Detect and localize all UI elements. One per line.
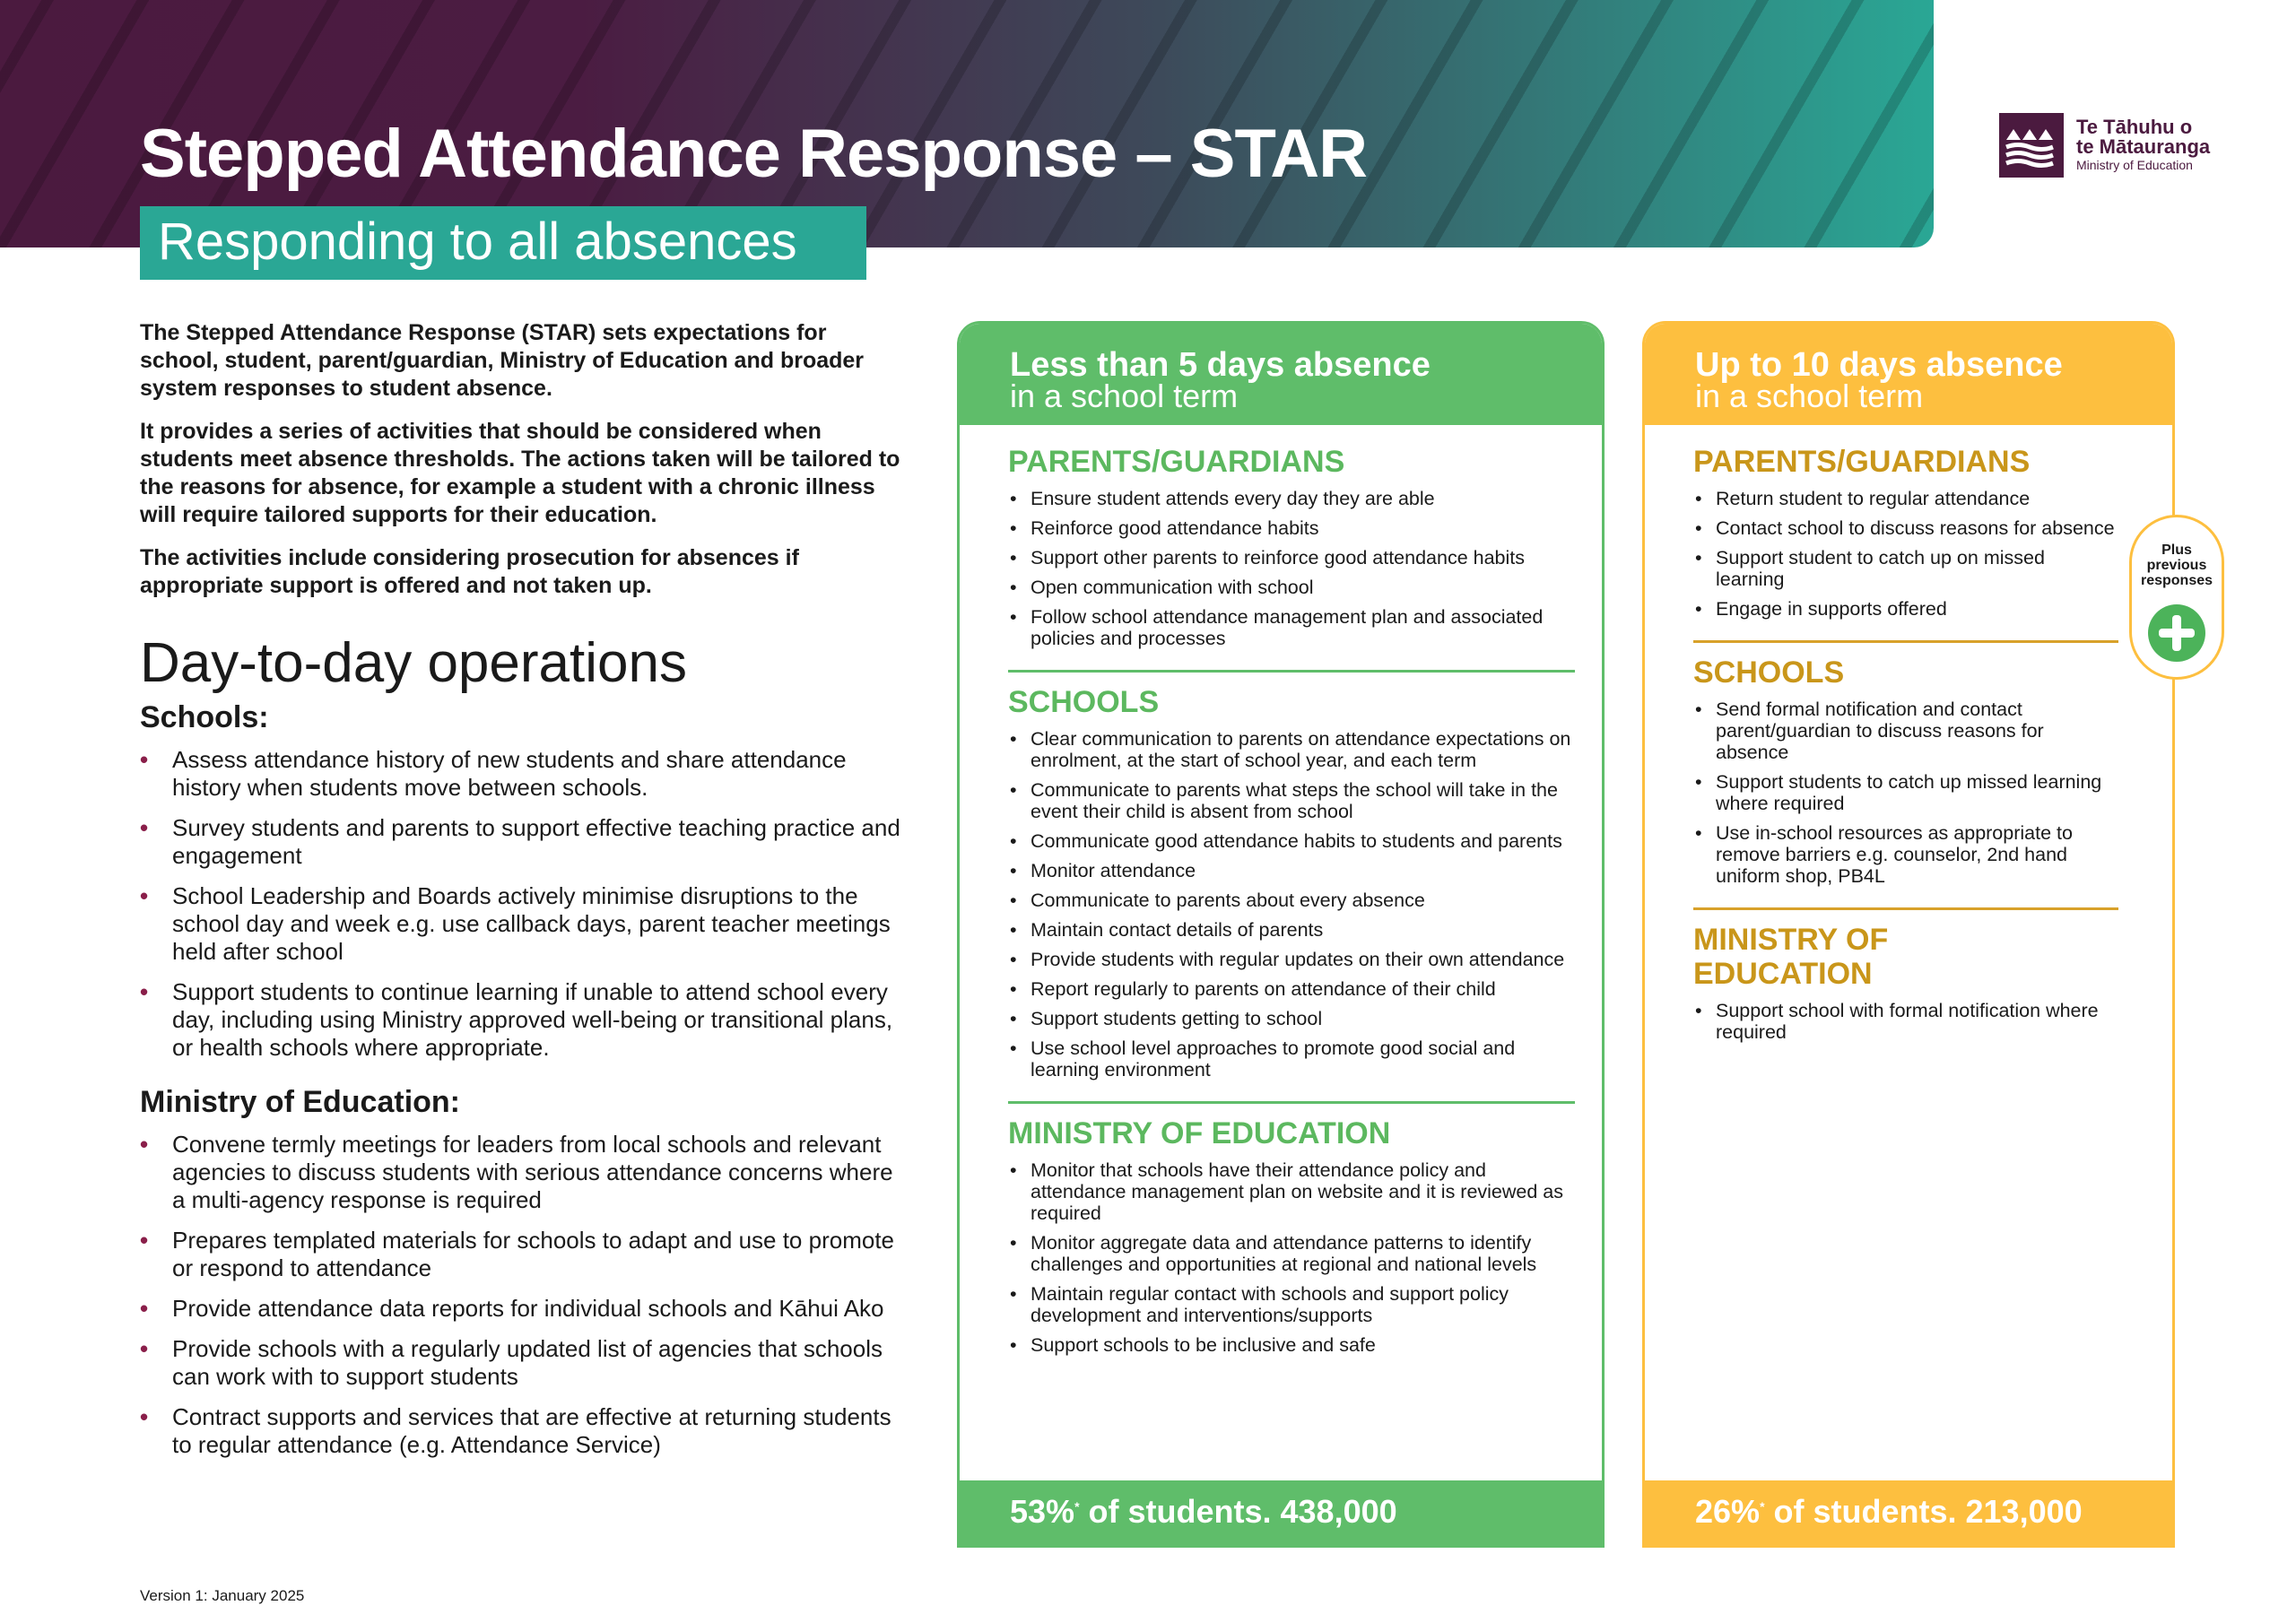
- list-item: • Communicate to parents about every absence: [1008, 890, 1575, 911]
- parents-section: [1008, 445, 1575, 673]
- ministry-section: [1008, 1116, 1575, 1376]
- section-heading: SCHOOLS: [1693, 655, 1845, 690]
- intro-paragraph: It provides a series of activities that should be considered when students meet absence thresholds. The actions taken will be tailored to the reasons for absence, for example a student with a chronic illness will require tailored supports for their education.: [140, 419, 900, 527]
- plus-previous-responses-badge: [2129, 515, 2224, 680]
- card-body: [1645, 425, 2172, 1063]
- plus-circle-icon: [2148, 604, 2205, 662]
- list-item: • Reinforce good attendance habits: [1008, 517, 1575, 539]
- intro-paragraph: The Stepped Attendance Response (STAR) sets expectations for school, student, parent/guardian, Ministry of Education and broader system responses to student absence.: [140, 320, 865, 401]
- section-list: [1693, 1000, 2118, 1043]
- schools-heading: Schools:: [140, 700, 269, 734]
- section-heading: PARENTS/GUARDIANS: [1008, 445, 1345, 479]
- card-header: [960, 324, 1602, 425]
- card-subtitle: in a school term: [1695, 378, 1924, 414]
- page-subtitle: Responding to all absences: [140, 206, 866, 280]
- schools-section: [1693, 655, 2118, 910]
- parents-section: [1693, 445, 2118, 643]
- list-item: • Use school level approaches to promote good social and learning environment: [1008, 1037, 1575, 1081]
- ministry-logo: Te Tāhuhu o te Mātauranga Ministry of Education: [1999, 113, 2210, 178]
- ministry-heading: Ministry of Education:: [140, 1085, 460, 1119]
- mountains-waves-icon: [1999, 113, 2064, 178]
- card-footer-stat: 53%* of students. 438,000: [960, 1480, 1602, 1545]
- list-item: • Prepares templated materials for schools to adapt and use to promote or respond to attendance: [140, 1227, 902, 1282]
- list-item: • Support students to continue learning if unable to attend school every day, including using Ministry approved well-being or transitional plans, or health schools where appropriate.: [140, 978, 902, 1062]
- left-column: [140, 319, 902, 1471]
- list-item: • Assess attendance history of new students and share attendance history when students move between schools.: [140, 746, 902, 802]
- section-list: [1008, 1159, 1575, 1356]
- card-body: [960, 425, 1602, 1376]
- list-item: • Provide schools with a regularly updated list of agencies that schools can work with to support students: [140, 1335, 902, 1391]
- list-item: • Provide attendance data reports for individual schools and Kāhui Ako: [140, 1295, 902, 1323]
- list-item: • Ensure student attends every day they are able: [1008, 488, 1575, 509]
- list-item: • Maintain regular contact with schools and support policy development and interventions/supports: [1008, 1283, 1575, 1326]
- list-item: • Provide students with regular updates on their own attendance: [1008, 949, 1575, 970]
- list-item: • Return student to regular attendance: [1693, 488, 2118, 509]
- list-item: • Monitor that schools have their attendance policy and attendance management plan on website and it is reviewed as required: [1008, 1159, 1575, 1224]
- section-list: [1693, 699, 2118, 887]
- section-list: [1693, 488, 2118, 620]
- schools-section: [1008, 685, 1575, 1104]
- ministry-list: [140, 1131, 902, 1459]
- list-item: • Clear communication to parents on attendance expectations on enrolment, at the start of school year, and each term: [1008, 728, 1575, 771]
- list-item: • Monitor aggregate data and attendance patterns to identify challenges and opportunities at regional and national levels: [1008, 1232, 1575, 1275]
- section-list: [1008, 488, 1575, 649]
- card-title: Up to 10 days absence: [1695, 346, 2063, 384]
- badge-label: Plus previous responses: [2140, 542, 2213, 588]
- list-item: • Send formal notification and contact parent/guardian to discuss reasons for absence: [1693, 699, 2118, 763]
- version-label: Version 1: January 2025: [140, 1587, 305, 1604]
- list-item: • Communicate to parents what steps the school will take in the event their child is absent from school: [1008, 779, 1575, 822]
- list-item: • Contract supports and services that are effective at returning students to regular attendance (e.g. Attendance Service): [140, 1403, 902, 1459]
- list-item: • Support other parents to reinforce good attendance habits: [1008, 547, 1575, 568]
- section-heading: PARENTS/GUARDIANS: [1693, 445, 2031, 479]
- list-item: • Report regularly to parents on attendance of their child: [1008, 978, 1575, 1000]
- list-item: • Contact school to discuss reasons for absence: [1693, 517, 2118, 539]
- list-item: • Support schools to be inclusive and safe: [1008, 1334, 1575, 1356]
- list-item: • Use in-school resources as appropriate to remove barriers e.g. counselor, 2nd hand uniform shop, PB4L: [1693, 822, 2118, 887]
- card-less-than-5-days: [957, 321, 1605, 1548]
- section-heading: SCHOOLS: [1008, 685, 1160, 719]
- page-title: Stepped Attendance Response – STAR: [140, 116, 1368, 192]
- list-item: • Support student to catch up on missed learning: [1693, 547, 2118, 590]
- list-item: • Engage in supports offered: [1693, 598, 2118, 620]
- card-footer-stat: 26%* of students. 213,000: [1645, 1480, 2172, 1545]
- card-title: Less than 5 days absence: [1010, 346, 1431, 384]
- section-heading: MINISTRY OF EDUCATION: [1693, 923, 1889, 991]
- section-list: [1008, 728, 1575, 1081]
- card-subtitle: in a school term: [1010, 378, 1239, 414]
- list-item: • School Leadership and Boards actively minimise disruptions to the school day and week e.g. use callback days, parent teacher meetings held after school: [140, 882, 902, 966]
- operations-heading: Day-to-day operations: [140, 632, 687, 694]
- list-item: • Communicate good attendance habits to students and parents: [1008, 830, 1575, 852]
- section-heading: MINISTRY OF EDUCATION: [1008, 1116, 1391, 1150]
- card-up-to-10-days: [1642, 321, 2175, 1548]
- list-item: • Survey students and parents to support effective teaching practice and engagement: [140, 814, 902, 870]
- intro: [140, 319, 902, 600]
- list-item: • Maintain contact details of parents: [1008, 919, 1575, 941]
- card-header: [1645, 324, 2172, 425]
- schools-list: [140, 746, 902, 1062]
- list-item: • Support students to catch up missed learning where required: [1693, 771, 2118, 814]
- list-item: • Open communication with school: [1008, 577, 1575, 598]
- list-item: • Monitor attendance: [1008, 860, 1575, 881]
- list-item: • Convene termly meetings for leaders from local schools and relevant agencies to discuss students with serious attendance concerns where a multi-agency response is required: [140, 1131, 902, 1214]
- ministry-section: [1693, 923, 2118, 1063]
- intro-paragraph: The activities include considering prosecution for absences if appropriate support is offered and not taken up.: [140, 545, 799, 598]
- list-item: • Support students getting to school: [1008, 1008, 1575, 1029]
- list-item: • Follow school attendance management plan and associated policies and processes: [1008, 606, 1575, 649]
- list-item: • Support school with formal notification where required: [1693, 1000, 2118, 1043]
